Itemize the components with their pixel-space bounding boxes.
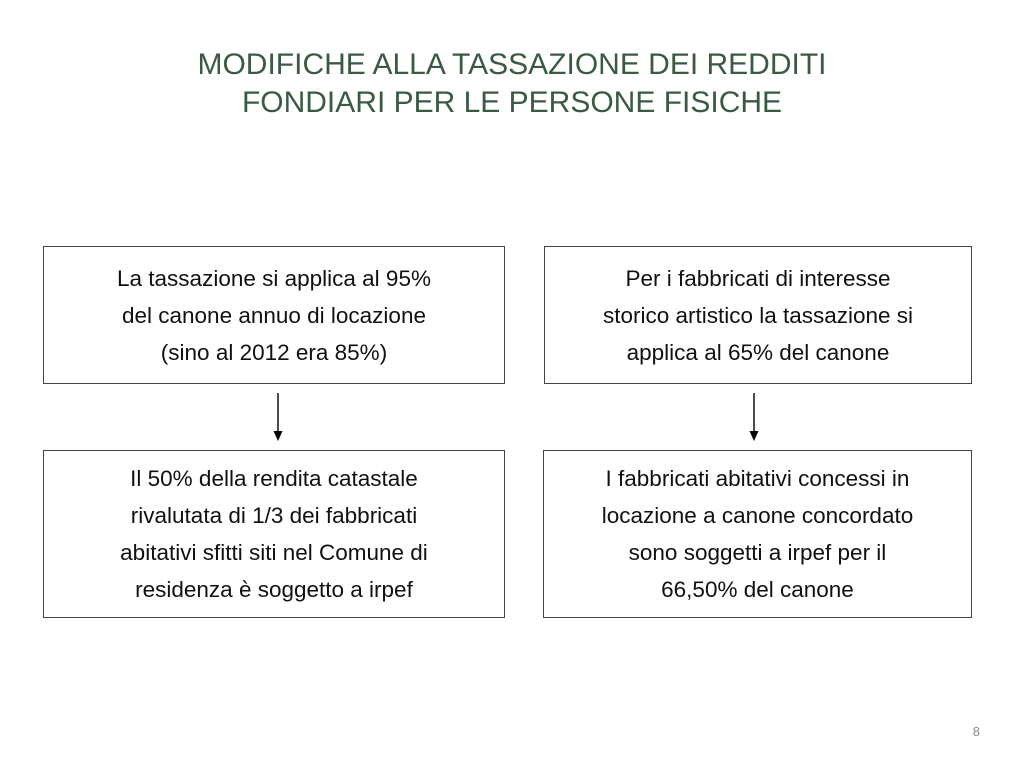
box-text-line: locazione a canone concordato <box>601 503 914 528</box>
page-number: 8 <box>972 724 980 739</box>
box-text-line: applica al 65% del canone <box>626 339 890 365</box>
box-text-line: sono soggetti a irpef per il <box>628 540 887 565</box>
box-text-line: Il 50% della rendita catastale <box>130 466 418 491</box>
box-text-line: residenza è soggetto a irpef <box>135 577 413 602</box>
box-text-line: I fabbricati abitativi concessi in <box>605 466 910 491</box>
box-text-line: del canone annuo di locazione <box>121 302 426 328</box>
box-agreed-rent-66-50 <box>543 450 972 618</box>
box-text-line: storico artistico la tassazione si <box>602 302 914 328</box>
box-historic-buildings-65 <box>544 246 972 384</box>
slide-title-line-1: MODIFICHE ALLA TASSAZIONE DEI REDDITI <box>197 48 827 81</box>
box-text-line: rivalutata di 1/3 dei fabbricati <box>130 503 418 528</box>
box-text-line: 66,50% del canone <box>661 577 854 602</box>
box-text-line: Per i fabbricati di interesse <box>625 265 891 291</box>
down-arrow-icon <box>271 393 285 441</box>
slide-title <box>80 46 944 122</box>
down-arrow-icon <box>747 393 761 441</box>
box-text-line: abitativi sfitti siti nel Comune di <box>120 540 428 565</box>
box-text-line: (sino al 2012 era 85%) <box>160 339 388 365</box>
box-vacant-dwellings-50 <box>43 450 505 618</box>
slide-title-line-2: FONDIARI PER LE PERSONE FISICHE <box>241 86 783 119</box>
box-text-line: La tassazione si applica al 95% <box>117 265 431 291</box>
box-tax-rate-95 <box>43 246 505 384</box>
